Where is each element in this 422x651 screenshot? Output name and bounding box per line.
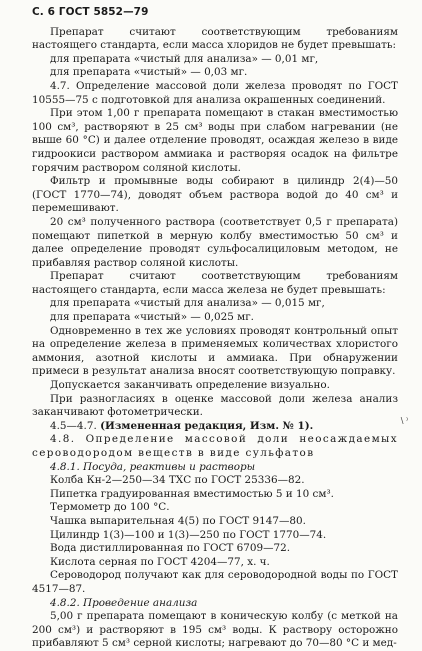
amendment-range: 4.5—4.7.: [50, 419, 97, 432]
amendment-note: (Измененная редакция, Изм. № 1).: [100, 419, 314, 432]
iron-limit-pure: для препарата «чистый» — 0,025 мг.: [50, 311, 254, 324]
paragraph-disagreement: При разногласиях в оценке массовой доли железа анализ заканчивают фотометрически.: [32, 392, 398, 419]
list-item: Кислота серная по ГОСТ 4204—77, х. ч.: [50, 555, 270, 568]
paragraph-iron-criterion: Препарат считают соответствующим требованиям настоящего стандарта, если масса железа не будет превышать:: [32, 270, 398, 296]
paragraph-hydrogen-sulfide: Сероводород получают как для сероводородной воды по ГОСТ 4517—87.: [32, 569, 398, 595]
paragraph-visual: Допускается заканчивать определение визуально.: [50, 379, 330, 392]
list-item: Термометр до 100 °С.: [50, 501, 170, 514]
subsection-analysis-heading: 4.8.2. Проведение анализа: [50, 596, 198, 609]
paragraph-amendment: [32, 420, 398, 434]
list-item: Цилиндр 1(3)—100 и 1(3)—250 по ГОСТ 1770—74.: [50, 528, 327, 541]
paragraph-control-test: Одновременно в тех же условиях проводят контрольный опыт на определение железа в применяемых количествах хлористого аммония, азотной кислоты и аммиака. При обнаружении примеси в результат анализа вносят соответствующую поправку.: [32, 324, 398, 378]
iron-limit-analytical: для препарата «чистый для анализа» — 0,015 мг,: [50, 297, 325, 310]
list-item: Чашка выпарительная 4(5) по ГОСТ 9147—80.: [50, 514, 306, 527]
paragraph-filter: Фильтр и промывные воды собирают в цилиндр 2(4)—50 (ГОСТ 1770—74), доводят объем раствора водой до 40 см³ и перемешивают.: [32, 175, 398, 215]
limit-line-analytical: для препарата «чистый для анализа» — 0,01 мг,: [50, 52, 319, 65]
page-header: С. 6 ГОСТ 5852—79: [32, 6, 149, 18]
paragraph-chlorides-criterion: Препарат считают соответствующим требованиям настоящего стандарта, если масса хлоридов не будет превышать:: [32, 25, 398, 52]
list-item: Вода дистиллированная по ГОСТ 6709—72.: [50, 542, 291, 555]
limit-line-pure: для препарата «чистый» — 0,03 мг.: [50, 66, 248, 79]
list-item: Колба Кн-2—250—34 ТХС по ГОСТ 25336—82.: [50, 474, 305, 487]
margin-mark: \ ⁾: [400, 416, 408, 425]
paragraph-aliquot: 20 см³ полученного раствора (соответствует 0,5 г препарата) помещают пипеткой в мерную колбу вместимостью 50 см³ и далее определение проводят сульфосалициловым методом, не прибавляя раствор соляной кислоты.: [32, 215, 398, 269]
paragraph-analysis-procedure: 5,00 г препарата помещают в коническую колбу (с меткой на 200 см³) и растворяют в 195 см³ воды. К раствору осторожно прибавляют 5 см³ серной кислоты; нагревают до 70—80 °С и мед-: [32, 610, 398, 650]
section-sulfates-heading: 4.8. Определение массовой доли неосаждаемых сероводородом веществ в виде сульфатов: [32, 433, 398, 459]
paragraph-iron-procedure: При этом 1,00 г препарата помещают в стакан вместимостью 100 см³, растворяют в 25 см³ воды при слабом нагревании (не выше 60 °С) и далее отделение проводят, осаждая железо в виде гидроокиси раствором аммиака и растворяя осадок на фильтре горячим раствором соляной кислоты.: [32, 107, 398, 174]
subsection-equipment-heading: 4.8.1. Посуда, реактивы и растворы: [50, 460, 256, 473]
paragraph-iron-method: 4.7. Определение массовой доли железа проводят по ГОСТ 10555—75 с подготовкой для анализа окрашенных соединений.: [32, 79, 398, 106]
list-item: Пипетка градуированная вместимостью 5 и 10 см³.: [50, 487, 334, 500]
